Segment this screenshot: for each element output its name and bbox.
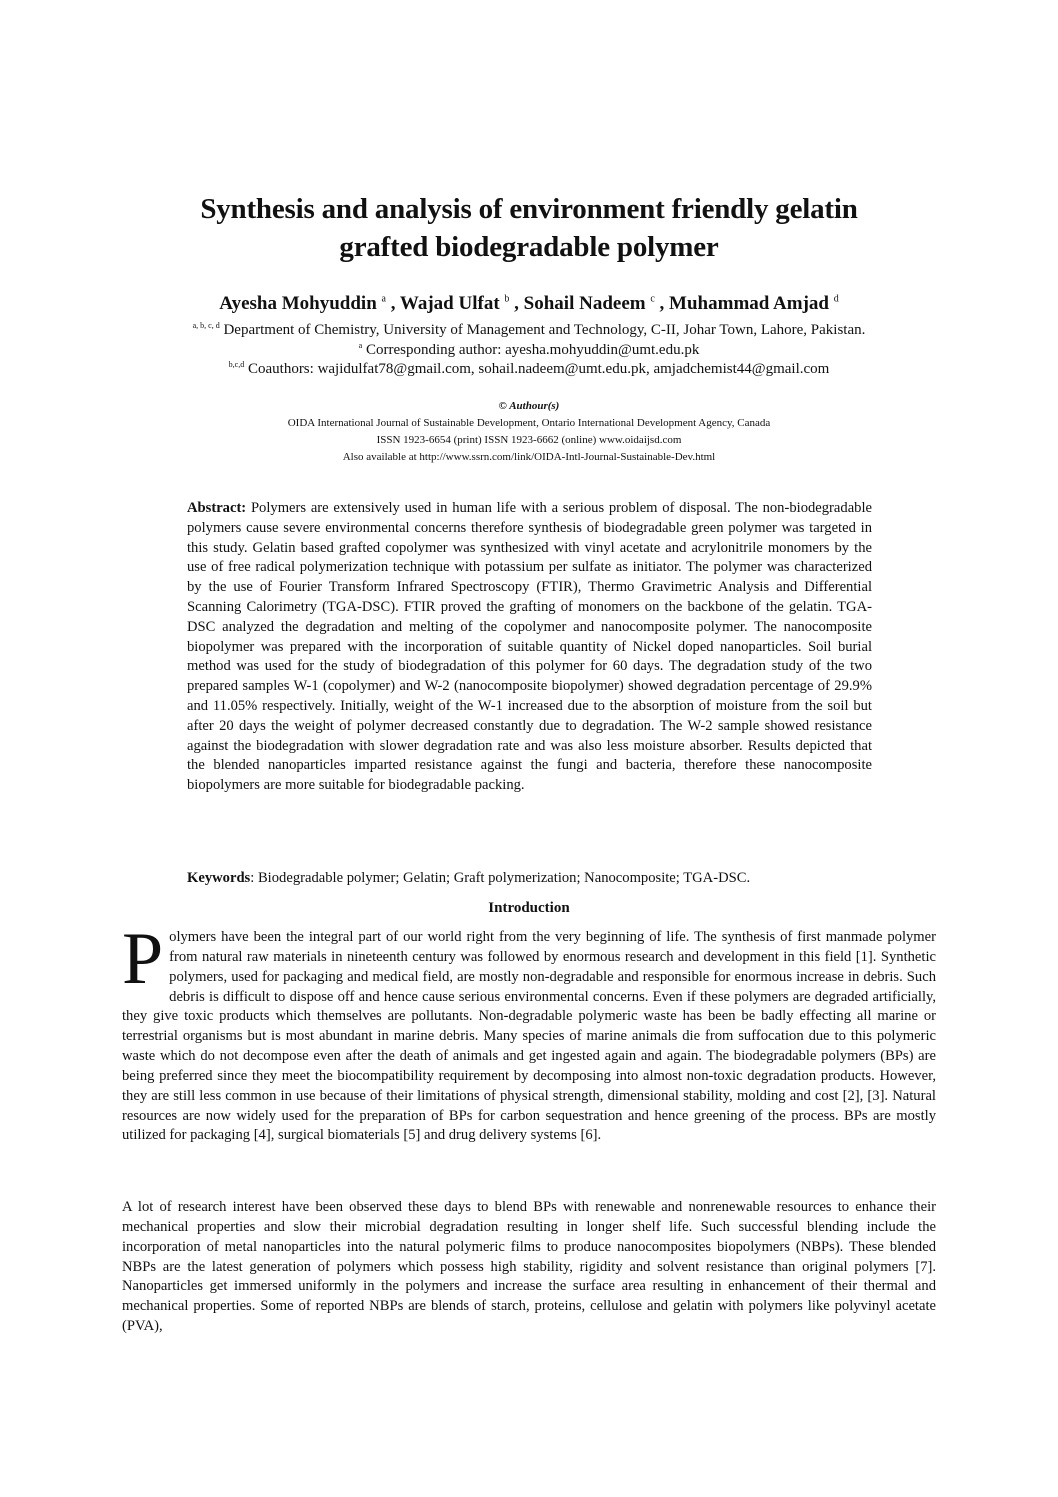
affiliation-text: Department of Chemistry, University of Management and Technology, C-II, Johar Town, Lahore, Pakistan.	[223, 322, 866, 338]
title-line-1: Synthesis and analysis of environment friendly gelatin	[200, 193, 858, 225]
author-mark: a	[381, 293, 386, 305]
publication-info	[100, 398, 958, 466]
author-mark: c	[650, 293, 655, 305]
author-name: Sohail Nadeem	[523, 293, 646, 314]
intro-paragraph-1-text: olymers have been the integral part of our world right from the very beginning of life. The synthesis of first manmade polymer from natural raw materials in nineteenth century was followed by enormous research and development in this field [1]. Synthetic polymers, used for packaging and medical field, are mostly non-degradable and responsible for enormous increase in debris. Such debris is difficult to dispose off and hence cause serious environmental concerns. Even if these polymers are degraded artificially, they give toxic products which themselves are pollutants. Non-degradable polymeric waste has been be badly effecting all marine or terrestrial organisms but is most abundant in marine debris. Many species of marine animals die from suffocation due to this polymeric waste which do not decompose even after the death of animals and get ingested again and again. The biodegradable polymers (BPs) are being preferred since they meet the biocompatibility requirement by decomposing into almost non-toxic degradation products. However, they are still less common in use because of their limitations of physical strength, dimensional stability, molding and cost [2], [3]. Natural resources are now widely used for the preparation of BPs for carbon sequestration and hence greening of the process. BPs are mostly utilized for packaging [4], surgical biomaterials [5] and drug delivery systems [6].	[122, 929, 936, 1144]
corresponding-author	[60, 340, 998, 360]
paper-title	[100, 190, 958, 266]
coauthors-text: Coauthors: wajidulfat78@gmail.com, sohail.nadeem@umt.edu.pk, amjadchemist44@gmail.com	[247, 361, 830, 377]
copyright-text: Authour(s)	[509, 400, 560, 412]
intro-paragraph-2: A lot of research interest have been observed these days to blend BPs with renewable and nonrenewable resources to enhance their mechanical properties and slow their microbial degradation resulting in longer shelf life. Such successful blending include the incorporation of metal nanoparticles into the natural polymeric films to produce nanocomposites biopolymers (NBPs). These blended NBPs are the latest generation of polymers which possess high stability, rigidity and solvent resistance than original polymers [7]. Nanoparticles get immersed uniformly in the polymers and increase the surface area resulting in enhancement of their thermal and mechanical properties. Some of reported NBPs are blends of starch, proteins, cellulose and gelatin with polymers like polyvinyl acetate (PVA),	[122, 1199, 936, 1335]
available-line: Also available at http://www.ssrn.com/link/OIDA-Intl-Journal-Sustainable-Dev.html	[342, 451, 716, 463]
copyright-line	[100, 398, 958, 415]
author-separator: ,	[385, 293, 400, 314]
coauthors	[60, 359, 998, 379]
corresponding-text: Corresponding author: ayesha.mohyuddin@umt.edu.pk	[365, 342, 700, 358]
author-mark: b	[504, 293, 510, 305]
keywords-text: : Biodegradable polymer; Gelatin; Graft polymerization; Nanocomposite; TGA-DSC.	[250, 870, 751, 886]
issn-line: ISSN 1923-6654 (print) ISSN 1923-6662 (online) www.oidaijsd.com	[376, 434, 682, 446]
abstract-label: Abstract:	[187, 500, 247, 516]
intro-paragraph-1	[122, 918, 936, 1146]
section-heading-introduction: Introduction	[488, 900, 570, 916]
author-name: Ayesha Mohyuddin	[219, 293, 377, 314]
journal-line: OIDA International Journal of Sustainable Development, Ontario International Development Agency, Canada	[287, 417, 771, 429]
keywords	[187, 868, 872, 888]
author-name: Wajad Ulfat	[399, 293, 500, 314]
author-separator: ,	[509, 293, 524, 314]
author-mark: d	[833, 293, 839, 305]
affiliation-mark: a, b, c, d	[192, 321, 220, 330]
drop-cap: P	[122, 918, 164, 1000]
coauthors-mark: b,c,d	[228, 360, 245, 369]
author-name: Muhammad Amjad	[669, 293, 829, 314]
abstract	[187, 499, 872, 796]
copyright-symbol: ©	[498, 400, 507, 412]
author-list	[100, 292, 958, 316]
keywords-label: Keywords	[187, 870, 251, 886]
title-line-2: grafted biodegradable polymer	[339, 231, 719, 263]
author-separator: ,	[654, 293, 670, 314]
abstract-text: Polymers are extensively used in human life with a serious problem of disposal. The non-biodegradable polymers cause severe environmental concerns therefore synthesis of biodegradable green polymer was targeted in this study. Gelatin based grafted copolymer was synthesized with vinyl acetate and acrylonitrile monomers by the use of free radical polymerization technique with potassium per sulfate as initiator. The polymer was characterized by the use of Fourier Transform Infrared Spectroscopy (FTIR), Thermo Gravimetric Analysis and Differential Scanning Calorimetry (TGA-DSC). FTIR proved the grafting of monomers on the backbone of the gelatin. TGA-DSC analyzed the degradation and melting of the copolymer and nanocomposite polymer. The nanocomposite biopolymer was prepared with the incorporation of suitable quantity of Nickel doped nanoparticles. Soil burial method was used for the study of biodegradation of this polymer for 60 days. The degradation study of the two prepared samples W-1 (copolymer) and W-2 (nanocomposite biopolymer) showed degradation percentage of 29.9% and 11.05% respectively. Initially, weight of the W-1 increased due to the absorption of moisture from the soil but after 20 days the weight of polymer decreased constantly due to degradation. The W-2 sample showed resistance against the biodegradation with slower degradation rate and was also less moisture absorber. Results depicted that the blended nanoparticles imparted resistance against the fungi and bacteria, therefore these nanocomposite biopolymers are more suitable for biodegradable packing.	[187, 500, 873, 794]
corresponding-mark: a	[358, 341, 363, 350]
affiliation	[60, 320, 998, 340]
